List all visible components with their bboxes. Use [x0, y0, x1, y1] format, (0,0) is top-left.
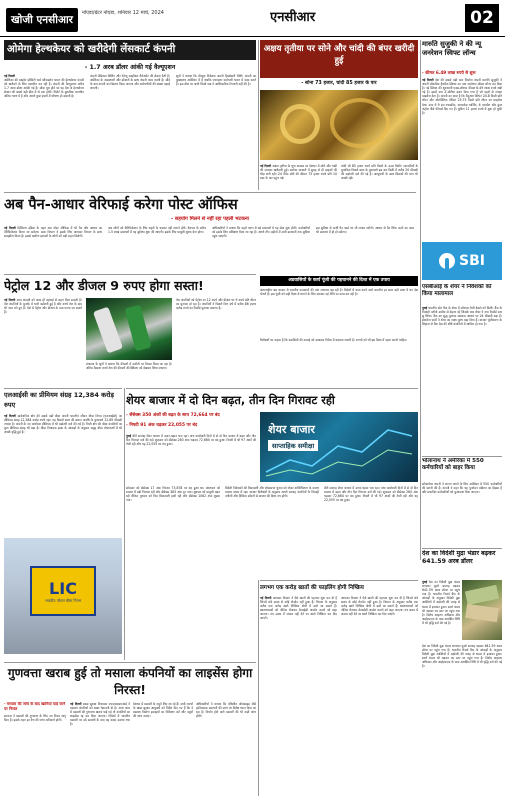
story-text: सार्वजनिक क्षेत्र की सबसे बड़ी बीमा कंपनी भारतीय जीवन बीमा निगम (एलआईसी) का प्रीमियम संग्रह 12,384 करोड़ रुपये रहा। यह पिछले साल की समान अवधि के मुकाबले 12.89 फीसदी ज्यादा है। कंपनी के नए कारोबार प्रीमियम में भी बढ़ोतरी दर्ज की गई है। निजी क्षेत्र की बीमा कंपनियों का कुल प्रीमियम संग्रह भी बढ़ा है। बीमा नियामक इरडा के आंकड़ों के अनुसार समूह बीमा योजनाओं में भी अच्छी वृद्धि हुई है। — [4, 414, 122, 435]
story-headline: एसबीआई के शेयर ने निवेशकों को किया मालामाल — [422, 284, 492, 297]
fuel-nozzle-photo — [86, 298, 172, 360]
story-column: तेल कंपनियों को पेट्रोल पर 12 रुपये और डीजल पर 9 रुपये प्रति लीटर का मुनाफा हो रहा है। कंपनियों ने पिछले वित्त वर्ष में करीब 86 हजार करोड़ रुपये का रिकॉर्ड मुनाफा कमाया है। — [176, 298, 256, 311]
story-text: खाद्य सुरक्षा नियामक एफएसएसएआई ने मसाला कंपनियों को सख्त चेतावनी दी है। अगर जांच में मसालों की गुणवत्ता खराब पाई गई तो कंपनियों का लाइसेंस रद्द कर दिया जाएगा। विदेशों में भारतीय मसालों पर उठे सवालों के बाद यह कदम उठाया गया है। — [70, 702, 130, 727]
masthead-logo: खोजी एनसीआर — [6, 8, 78, 32]
story-column: कंपनी मेडिकल बिलिंग और रेवेन्यू साइकिल मैनेजमेंट की सेवाएं देती है। अमेरिका के अस्पतालों और डॉक्टरों के साथ कंपनी काम करती है। सौदे के बाद कंपनी का विस्तार किया जाएगा और कर्मचारियों की संख्या बढ़ाई जाएगी। — [90, 74, 170, 91]
story-pan-aadhaar — [4, 192, 416, 272]
story-forex-reserve — [422, 548, 502, 796]
graphic-title: शेयर बाजार — [268, 423, 315, 436]
story-subhead: - निफ्टी 91 अंक चढ़कर 22,055 पर बंद — [126, 423, 198, 428]
story-text: आयकर विभाग ने ऐसे खातों की पहचान शुरू कर दी है जिनमें लंबे समय से कोई लेनदेन नहीं हुआ है। विभाग के अनुसार करीब एक करोड़ खाते निष्क्रिय श्रेणी में डाले जा सकते हैं। खाताधारकों को नोटिस भेजकर केवाईसी अपडेट कराने को कहा जाएगा। तय समय में जवाब नहीं देने पर खाते निष्क्रिय कर दिए जाएंगे। — [260, 596, 337, 621]
story-spice-license — [4, 662, 256, 796]
lic-logo-text: LIC — [49, 578, 77, 598]
story-sbi — [422, 242, 502, 452]
story-headline: अब पैन-आधार वेरिफाई करेगा पोस्ट ऑफिस — [4, 197, 238, 213]
story-column — [126, 434, 256, 482]
story-lic — [4, 388, 122, 660]
story-dateline: मुंबई — [422, 306, 428, 310]
story-dateline: नई दिल्ली — [422, 78, 434, 82]
story-text: अमेरिका की प्राइवेट इक्विटी फर्म ब्लैकस्टोन भारत की हेल्थकेयर कंपनी को खरीदने के लिए बातचीत कर रही है। कंपनी की वैल्यूएशन करीब 1.7 अरब डॉलर आंकी गई है। सौदा पूरा होने पर यह देश के हेल्थकेयर सेक्टर की सबसे बड़ी डील में से एक होगी। रिपोर्ट के मुताबिक बातचीत अंतिम चरण में है और अगले कुछ हफ्तों में घोषणा हो सकती है। — [4, 78, 84, 99]
story-column — [260, 164, 337, 192]
sidebar-body: सरकार ने मसालों की गुणवत्ता के लिए नए नियम लागू किए हैं। इसके तहत हर बैच की जांच अनिवार्य होगी। — [4, 713, 66, 722]
story-column — [4, 298, 82, 386]
sbi-brand-text: SBI — [459, 253, 485, 269]
story-column: विशेषज्ञों का कहना है कि प्रवासियों की कमाई को उत्पादक निवेश में बदलना जरूरी है। राज्यों को भी इस दिशा में पहल करनी चाहिए। — [260, 338, 407, 342]
story-petrol-diesel — [4, 274, 256, 386]
header-dateline: नोएडा/ग्रेटर नोएडा, शनिवार 12 मार्च, 2024 — [82, 10, 164, 16]
story-headline: भोलानाथ ने अमेरिका में 550 कर्मचारियों को बाहर किया — [422, 458, 484, 471]
story-column: देश का विदेशी मुद्रा भंडार लगातार दूसरे सप्ताह बढ़कर 641.59 अरब डॉलर पर पहुंच गया है। भारतीय रिजर्व बैंक के आंकड़ों के अनुसार विदेशी मुद्रा आस्तियों में बढ़ोतरी की वजह से भंडार में इजाफा हुआ। स्वर्ण भंडार भी बढ़कर नए स्तर पर पहुंच गया है। विशेष आहरण अधिकार और आईएमएफ के पास आरक्षित निधि में भी वृद्धि दर्ज की गई है। — [422, 644, 502, 669]
story-headline: देश का विदेशी मुद्रा भंडार बढ़कर 641.59 अरब डॉलर — [422, 550, 496, 566]
story-column: अधिकारियों ने बताया कि पहले चरण में बड़े डाकघरों में यह सेवा शुरू होगी। कर्मचारियों को इसके लिए प्रशिक्षण दिया जा रहा है। अगले तीन महीनों में सभी डाकघरों तक सुविधा पहुंच जाएगी। — [212, 226, 310, 239]
story-headline: शेयर बाजार में दो दिन बढ़त, तीन दिन गिरावट रही — [126, 393, 335, 407]
story-column: सॉफ्टवेयर कंपनी ने लागत घटाने के लिए अमेरिका में 550 कर्मचारियों की छंटनी की है। कंपनी ने कहा कि यह पुनर्गठन प्रक्रिया का हिस्सा है और प्रभावित कर्मचारियों को मुआवजा दिया जाएगा। — [422, 482, 502, 495]
story-dateline: नई दिल्ली — [4, 226, 16, 230]
story-dateline: नई दिल्ली — [260, 596, 272, 600]
story-banner: अप्रवासियों के कार्य पूंजी की पहचानने की दिशा में एक उपाय — [260, 276, 418, 286]
story-dateline: नई दिल्ली — [70, 702, 82, 706]
story-column: सूत्रों ने बताया कि मौजूदा निवेशक अपनी हिस्सेदारी बेचेंगे। कंपनी का मुख्यालय अमेरिका में है जबकि ज्यादातर कर्मचारी भारत में काम करते हैं। इस डील पर अभी किसी पक्ष ने आधिकारिक टिप्पणी नहीं की है। — [176, 74, 256, 87]
lic-logo-tagline: भारतीय जीवन बीमा निगम — [44, 597, 82, 603]
story-column: सोमवार को सेंसेक्स 17 अंक गिरकर 73,878 पर बंद हुआ था। मंगलवार को बाजार में बड़ी गिरावट रही और सेंसेक्स 383 अंक टूट गया। बुधवार को मामूली बढ़त रही लेकिन गुरुवार को फिर बिकवाली हावी रही और सेंसेक्स 1062 अंक लुढ़क गया। — [126, 486, 220, 503]
story-dateline: मुंबई — [126, 434, 132, 438]
story-subhead: - सेंसेक्स 350 अंकों की बढ़त के साथ 72,664 पर बंद — [126, 413, 220, 418]
story-dateline: नई दिल्ली — [4, 414, 16, 418]
story-text: डिजिटल इंडिया के तहत अब पोस्ट ऑफिस में भी पैन और आधार का वेरिफिकेशन किया जा सकेगा। डाक विभाग ने इसके लिए आयकर विभाग के साथ समझौता किया है। इससे ग्रामीण इलाकों के लोगों को बड़ी राहत मिलेगी। — [4, 226, 102, 239]
story-column — [422, 306, 502, 452]
page-header — [0, 0, 505, 38]
story-stock-market — [126, 388, 418, 578]
lic-logo-board — [30, 566, 96, 616]
story-text: देश का विदेशी मुद्रा भंडार लगातार दूसरे सप्ताह बढ़कर 641.59 अरब डॉलर पर पहुंच गया है। भारतीय रिजर्व बैंक के आंकड़ों के अनुसार विदेशी मुद्रा आस्तियों में बढ़ोतरी की वजह से भंडार में इजाफा हुआ। स्वर्ण भंडार भी बढ़कर नए स्तर पर पहुंच गया है। विशेष आहरण अधिकार और आईएमएफ के पास आरक्षित निधि में भी वृद्धि दर्ज की गई है। — [422, 580, 460, 625]
story-column: अंतरराष्ट्रीय श्रम बाजार में भारतीय कामगारों की मांग लगातार बढ़ रही है। विदेशों में काम करने वाले भारतीय हर साल बड़ी मात्रा में धन देश भेजते हैं। इस पूंजी को सही दिशा में लगाने के लिए सरकार नई नीति पर काम कर रही है। — [260, 288, 418, 297]
story-text: अक्षय तृतीया के शुभ अवसर पर देशभर में सोने और चांदी की जमकर खरीदारी हुई। सर्राफा बाजारों में सुबह से ही ग्राहकों की भीड़ लगी रही। 24 कैरेट सोने की कीमत 73 हजार रुपये प्रति 10 ग्राम के पार पहुंच गई। — [260, 164, 337, 181]
story-column — [422, 78, 502, 240]
graphic-subtitle: साप्ताहिक समीक्षा — [268, 440, 318, 451]
section-name: एनसीआर — [270, 10, 316, 25]
sidebar-head: - मसाला की जांच के बाद खामियां पाई जाने पर निरस्त — [4, 702, 66, 711]
sbi-logo-board — [422, 242, 502, 280]
story-dateline: नई दिल्ली — [4, 298, 16, 302]
story-headline: पेट्रोल 12 और डीजल 9 रुपए होगा सस्ता! — [4, 278, 204, 293]
story-subhead: - 1.7 अरब डॉलर आंकी गई वैल्यूएशन — [84, 64, 176, 71]
story-layoffs — [422, 456, 502, 546]
market-review-graphic — [260, 412, 418, 482]
story-headline: लगभग एक करोड़ खातों की फाइलिंग होगी निष्क्रिय — [260, 585, 364, 591]
story-column: अधिकारियों ने बताया कि एथिलीन ऑक्साइड जैसे हानिकारक रसायनों की जांच पर विशेष ध्यान दिया जा रहा है। निर्यात होने वाले मसालों की भी कड़ी जांच होगी। — [196, 702, 256, 719]
story-maruti-swift — [422, 40, 502, 240]
story-migrant-capital — [260, 274, 418, 386]
story-text: बीते सप्ताह शेयर बाजार में उतार-चढ़ाव भरा रहा। पांच कारोबारी दिनों में से दो दिन बाजार में बढ़त और तीन दिन गिरावट दर्ज की गई। शुक्रवार को सेंसेक्स 260 अंक चढ़कर 72,664 पर बंद हुआ। निफ्टी में भी 97 अंकों की तेजी रही और यह 22,055 पर बंद हुआ। — [126, 434, 256, 447]
story-column — [4, 74, 84, 188]
story-sidebar — [4, 702, 66, 796]
story-headline: ओमेगा हेल्थकेयर को खरीदेगी लेंसकार्ट कंपनी — [4, 40, 256, 60]
story-text: आम आदमी को जल्द ही महंगाई से राहत मिल सकती है। तेल कंपनियों के मुनाफे में भारी बढ़ोतरी हुई है और कच्चे तेल के दाम भी नरम बने हुए हैं। ऐसे में पेट्रोल और डीजल के दाम घटाए जा सकते हैं। — [4, 298, 82, 315]
story-column: अब लोगों को वेरिफिकेशन के लिए शहरों के चक्कर नहीं लगाने होंगे। देशभर के करीब 1.5 लाख डाकघरों में यह सुविधा शुरू की जाएगी। इसके लिए मामूली शुल्क देना होगा। — [108, 226, 206, 235]
story-gold-silver — [260, 40, 418, 192]
story-headline: अक्षय तृतीया पर सोने और चांदी की बंपर खरीदी हुई — [260, 40, 418, 78]
story-column: बीते सप्ताह शेयर बाजार में उतार-चढ़ाव भरा रहा। पांच कारोबारी दिनों में से दो दिन बाजार में बढ़त और तीन दिन गिरावट दर्ज की गई। शुक्रवार को सेंसेक्स 260 अंक चढ़कर 72,664 पर बंद हुआ। निफ्टी में भी 97 अंकों की तेजी रही और यह 22,055 पर बंद हुआ। — [324, 486, 418, 503]
page-number-badge: 02 — [465, 4, 499, 32]
lic-building-photo — [4, 538, 122, 654]
story-text: देश की सबसे बड़ी कार निर्माता कंपनी मारुति सुजुकी ने अपनी लोकप्रिय हैचबैक स्विफ्ट का नया जनरेशन मॉडल लॉन्च कर दिया है। नई स्विफ्ट की शुरुआती एक्स-शोरूम कीमत 6.49 लाख रुपये रखी गई है। इसमें नया Z-सीरीज इंजन दिया गया है जो पहले से ज्यादा माइलेज देता है। कंपनी का दावा है कि मैनुअल वेरिएंट 24.8 किमी प्रति लीटर और ऑटोमैटिक वेरिएंट 25.75 किमी प्रति लीटर का माइलेज देगा। कार में 9 इंच टचस्क्रीन, वायरलेस चार्जिंग, 6 एयरबैग और क्रूज कंट्रोल जैसे फीचर्स दिए गए हैं। बुकिंग 11 हजार रुपये में शुरू हो चुकी है। — [422, 78, 502, 115]
story-dormant-accounts — [260, 580, 418, 796]
story-dateline: मुंबई — [422, 580, 428, 584]
currency-notes-photo — [462, 580, 502, 640]
story-column — [4, 226, 102, 272]
story-column — [260, 596, 337, 796]
story-subhead: - सोना 73 हजार, चांदी 85 हजार के पार — [301, 81, 377, 86]
story-column: मंत्रालय के सूत्रों ने बताया कि कीमतों में कटौती पर विचार किया जा रहा है। अंतिम फैसला कच्चे तेल की कीमतों की स्थिरता को देखकर लिया जाएगा। — [86, 362, 172, 371]
story-column — [70, 702, 130, 796]
story-headline: मारुति सुजुकी ने की न्यू जनरेशन स्विफ्ट लॉन्च — [422, 40, 482, 58]
story-column — [422, 580, 460, 640]
story-dateline: नई दिल्ली — [4, 74, 16, 78]
story-column: विदेशी निवेशकों की बिकवाली और लोकसभा चुनाव को लेकर अनिश्चितता के कारण बाजार दबाव में रहा। बाजार विशेषज्ञों के अनुसार अगले सप्ताह कंपनियों के तिमाही नतीजों और वैश्विक संकेतों से बाजार की दिशा तय होगी। — [225, 486, 319, 499]
story-subhead: - सहयोग मिलने से नहीं रहा पहली भटकना — [171, 216, 249, 222]
story-text: भारतीय स्टेट बैंक के शेयर में जोरदार तेजी देखने को मिली। बैंक के तिमाही नतीजे उम्मीद से बेहतर रहे जिसके बाद शेयर ने नया रिकॉर्ड स्तर छू लिया। बैंक का शुद्ध मुनाफा सालाना आधार पर 24 फीसदी बढ़ा है। ब्रोकरेज फर्मों ने शेयर का लक्ष्य मूल्य बढ़ा दिया है। बाजार पूंजीकरण के लिहाज से बैंक देश की शीर्ष कंपनियों में शामिल हो गया है। — [422, 306, 502, 327]
story-subhead: - कीमत 6.49 लाख रुपये से शुरू — [422, 70, 476, 75]
story-column: आयकर विभाग ने ऐसे खातों की पहचान शुरू कर दी है जिनमें लंबे समय से कोई लेनदेन नहीं हुआ है। विभाग के अनुसार करीब एक करोड़ खाते निष्क्रिय श्रेणी में डाले जा सकते हैं। खाताधारकों को नोटिस भेजकर केवाईसी अपडेट कराने को कहा जाएगा। तय समय में जवाब नहीं देने पर खाते निष्क्रिय कर दिए जाएंगे। — [341, 596, 418, 617]
story-column: इस सुविधा से फर्जी पैन कार्ड पर भी लगाम लगेगी। आधार से पैन लिंक करने का काम भी डाकघर में ही हो सकेगा। — [316, 226, 414, 235]
story-dateline: नई दिल्ली — [260, 164, 272, 168]
story-omega-healthcare — [4, 40, 256, 188]
story-column: देशभर में मसालों के नमूने लिए जा रहे हैं। सभी राज्यों के खाद्य सुरक्षा आयुक्तों को निर्देश दिए गए हैं कि वे मसाला निर्माण इकाइयों का निरीक्षण करें और नमूनों की जांच कराएं। — [133, 702, 193, 719]
story-headline: एलआईसी का प्रीमियम संग्रह 12,384 करोड़ रुपए — [4, 391, 114, 409]
sbi-logo-icon — [439, 253, 455, 269]
story-headline: गुणवत्ता खराब हुई तो मसाला कंपनियों का लाइसेंस होगा निरस्त! — [7, 666, 253, 697]
story-column — [4, 414, 122, 534]
gold-jewellery-photo — [260, 90, 418, 160]
story-column: चांदी भी 85 हजार रुपये प्रति किलो के ऊपर बिकी। व्यापारियों के मुताबिक पिछले साल के मुकाबले इस बार बिक्री में करीब 20 फीसदी की बढ़ोतरी दर्ज की गई है। आभूषणों के साथ सिक्कों की मांग भी अच्छी रही। — [341, 164, 418, 181]
